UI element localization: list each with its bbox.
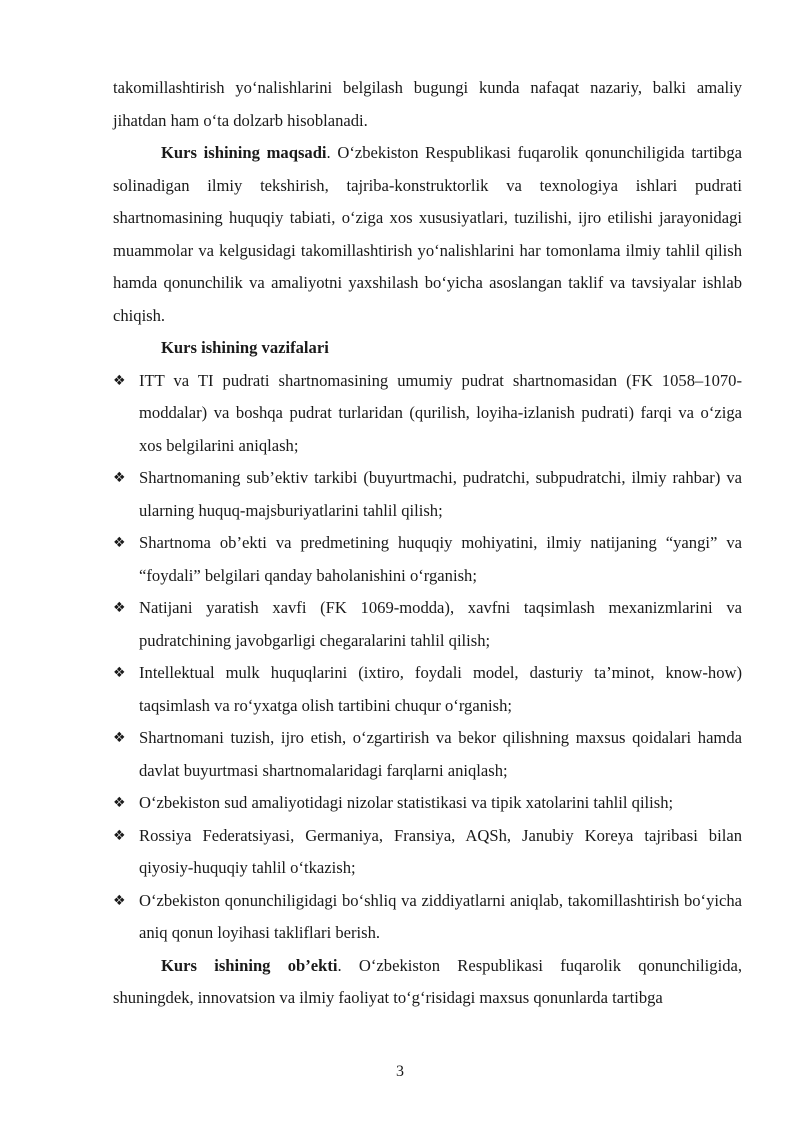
diamond-bullet-icon: ❖ bbox=[113, 372, 126, 389]
list-item bbox=[113, 885, 742, 950]
goal-paragraph bbox=[113, 137, 742, 332]
list-item-text: Rossiya Federatsiyasi, Germaniya, Fransiya, AQSh, Janubiy Koreya tajribasi bilan qiyosiy-huquqiy tahlil o‘tkazish; bbox=[139, 825, 742, 877]
list-item-text: Shartnomani tuzish, ijro etish, o‘zgartirish va bekor qilishning maxsus qoidalari hamda davlat buyurtmasi shartnomalaridagi farqlarni aniqlash; bbox=[139, 728, 742, 780]
goal-text: . O‘zbekiston Respublikasi fuqarolik qonunchiligida tartibga solinadigan ilmiy tekshirish, tajriba-konstruktorlik va texnologiya ishlari pudrati shartnomasining huquqiy tabiati, o‘ziga xos xususiyatlari, tuzilishi, ijro etilishi jarayonidagi muammolar va kelgusidagi takomillashtirish yo‘nalishlarini har tomonlama ilmiy tahlil qilish hamda qonunchilik va amaliyotni yaxshilash bo‘yicha asoslangan taklif va tavsiyalar ishlab chiqish. bbox=[113, 143, 743, 325]
object-heading: Kurs ishining ob’ekti bbox=[161, 955, 338, 975]
intro-paragraph: takomillashtirish yo‘nalishlarini belgilash bugungi kunda nafaqat nazariy, balki amaliy jihatdan ham o‘ta dolzarb hisoblanadi. bbox=[113, 78, 742, 130]
list-item-text: O‘zbekiston qonunchiligidagi bo‘shliq va ziddiyatlarni aniqlab, takomillashtirish bo‘yicha aniq qonun loyihasi takliflari berish. bbox=[139, 890, 742, 942]
list-item bbox=[113, 592, 742, 657]
object-text: . O‘zbekiston Respublikasi fuqarolik qonunchiligida, shuningdek, innovatsion va ilmiy faoliyat to‘g‘risidagi maxsus qonunlarda tartibga bbox=[113, 955, 742, 1007]
list-item-text: Intellektual mulk huquqlarini (ixtiro, foydali model, dasturiy ta’minot, know-how) taqsimlash va ro‘yxatga olish tartibini chuqur o‘rganish; bbox=[139, 663, 742, 715]
list-item-text: ITT va TI pudrati shartnomasining umumiy pudrat shartnomasidan (FK 1058–1070-moddalar) va boshqa pudrat turlaridan (qurilish, loyiha-izlanish pudrati) farqi va o‘ziga xos belgilarini aniqlash; bbox=[139, 370, 742, 455]
tasks-heading: Kurs ishining vazifalari bbox=[161, 338, 329, 357]
list-item-text: O‘zbekiston sud amaliyotidagi nizolar statistikasi va tipik xatolarini tahlil qilish; bbox=[139, 793, 674, 812]
list-item bbox=[113, 365, 742, 463]
diamond-bullet-icon: ❖ bbox=[113, 730, 126, 746]
diamond-bullet-icon: ❖ bbox=[113, 827, 126, 844]
tasks-list bbox=[113, 365, 742, 950]
document-page bbox=[113, 72, 742, 1015]
diamond-bullet-icon: ❖ bbox=[113, 470, 126, 486]
diamond-bullet-icon: ❖ bbox=[113, 795, 126, 811]
diamond-bullet-icon: ❖ bbox=[113, 600, 126, 616]
goal-heading: Kurs ishining maqsadi bbox=[161, 143, 327, 162]
diamond-bullet-icon: ❖ bbox=[113, 892, 126, 909]
list-item-text: Natijani yaratish xavfi (FK 1069-modda), xavfni taqsimlash mexanizmlarini va pudratchining javobgarligi chegaralarini tahlil qilish; bbox=[139, 598, 742, 650]
list-item bbox=[113, 787, 742, 820]
list-item bbox=[113, 527, 742, 592]
list-item bbox=[113, 820, 742, 885]
list-item bbox=[113, 657, 742, 722]
list-item-text: Shartnoma ob’ekti va predmetining huquqiy mohiyatini, ilmiy natijaning “yangi” va “foydali” belgilari qanday baholanishini o‘rganish; bbox=[139, 533, 742, 585]
page-number: 3 bbox=[396, 1063, 404, 1080]
diamond-bullet-icon: ❖ bbox=[113, 665, 126, 681]
list-item bbox=[113, 462, 742, 527]
list-item-text: Shartnomaning sub’ektiv tarkibi (buyurtmachi, pudratchi, subpudratchi, ilmiy rahbar) va ularning huquq-majsburiyatlarini tahlil qilish; bbox=[139, 468, 742, 520]
list-item bbox=[113, 722, 742, 787]
diamond-bullet-icon: ❖ bbox=[113, 535, 126, 551]
object-paragraph bbox=[113, 950, 742, 1015]
